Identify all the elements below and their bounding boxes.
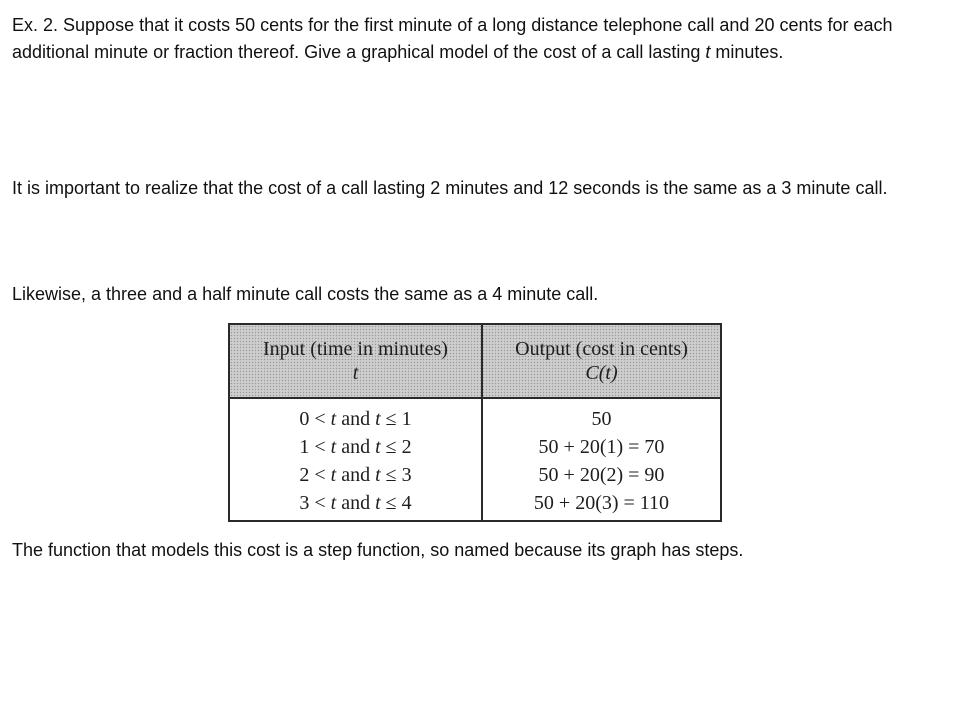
input-column-header — [230, 337, 481, 385]
input-symbol: t — [352, 362, 359, 384]
table-row-output: 50 — [591, 408, 612, 430]
step-function-paragraph: The function that models this cost is a step function, so named because its graph has steps. — [12, 540, 744, 560]
table-row-output: 50 + 20(3) = 110 — [533, 492, 670, 514]
output-column-header — [483, 337, 720, 385]
table-row-input: 0 < t and t ≤ 1 — [299, 408, 412, 430]
output-symbol: C(t) — [585, 362, 618, 384]
example-statement — [12, 12, 948, 66]
likewise-paragraph: Likewise, a three and a half minute call costs the same as a 4 minute call. — [12, 284, 599, 304]
output-header-label: Output (cost in cents) — [515, 338, 688, 360]
table-row-output: 50 + 20(1) = 70 — [538, 436, 665, 458]
variable-t: t — [705, 42, 711, 62]
example-statement-tail: minutes. — [710, 42, 784, 62]
table-row-input: 2 < t and t ≤ 3 — [299, 464, 412, 486]
example-statement-lead: Ex. 2. Suppose that it costs 50 cents for the first minute of a long distance telephone call and 20 cents for each additional minute or fraction thereof. Give a graphical model of the cost of a call lasting — [12, 15, 893, 62]
table-row-output: 50 + 20(2) = 90 — [538, 464, 665, 486]
table-row-input: 3 < t and t ≤ 4 — [299, 492, 412, 514]
output-column — [483, 405, 720, 517]
cost-table — [228, 323, 722, 522]
input-header-label: Input (time in minutes) — [263, 338, 448, 360]
table-row-input: 1 < t and t ≤ 2 — [299, 436, 412, 458]
input-column — [230, 405, 481, 517]
explanation-paragraph: It is important to realize that the cost of a call lasting 2 minutes and 12 seconds is the same as a 3 minute call. — [12, 178, 888, 198]
